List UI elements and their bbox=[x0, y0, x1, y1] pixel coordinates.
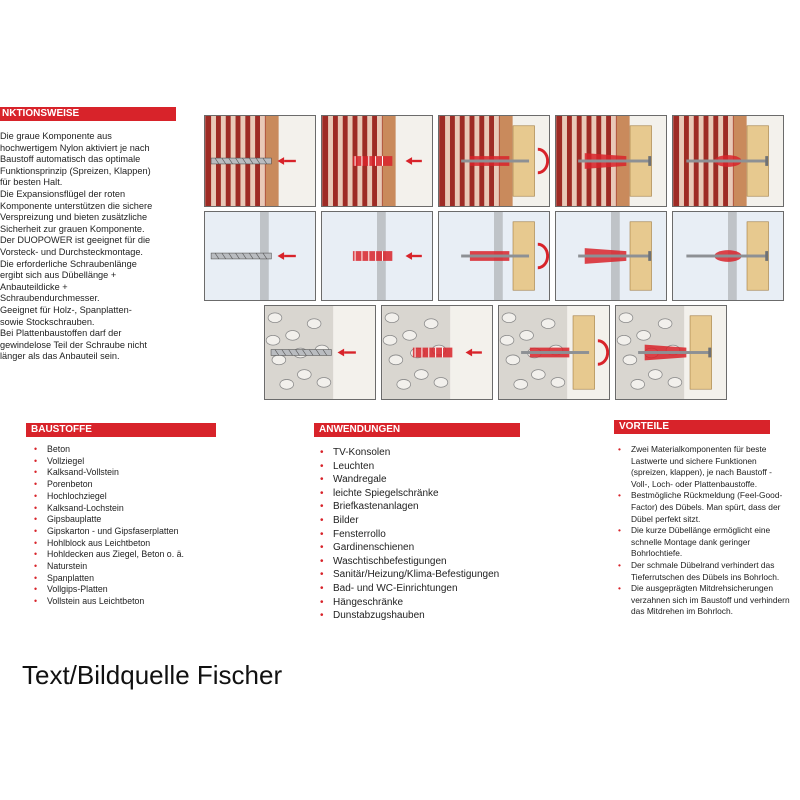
funktionsweise-line: Geeignet für Holz-, Spanplatten- bbox=[0, 304, 132, 315]
baustoffe-item: • Vollziegel bbox=[34, 456, 184, 468]
baustoffe-item: • Vollgips-Platten bbox=[34, 584, 184, 596]
vorteile-item: • Der schmale Dübelrand verhindert das Tieferrutschen des Dübels ins Bohrloch. bbox=[618, 560, 791, 583]
insert-plug-icon bbox=[321, 115, 433, 207]
screw-in-icon bbox=[438, 211, 550, 301]
anwendungen-list bbox=[320, 446, 518, 623]
funktionsweise-line: für besten Halt. bbox=[0, 177, 63, 188]
baustoffe-item: • Naturstein bbox=[34, 561, 184, 573]
anwendungen-item: • leichte Spiegelschränke bbox=[320, 487, 518, 501]
drill-bore-icon bbox=[204, 115, 316, 207]
anwendungen-item: • Sanitär/Heizung/Klima-Befestigungen bbox=[320, 568, 518, 582]
anwendungen-item: • Waschtischbefestigungen bbox=[320, 555, 518, 569]
knotted-plug-icon bbox=[555, 211, 667, 301]
screw-in-icon bbox=[498, 305, 610, 400]
anwendungen-header: ANWENDUNGEN bbox=[314, 423, 520, 437]
drill-bore-icon bbox=[204, 211, 316, 301]
fixed-mount-icon bbox=[672, 115, 784, 207]
baustoffe-header: BAUSTOFFE bbox=[26, 423, 216, 437]
vorteile-header: VORTEILE bbox=[614, 420, 770, 434]
baustoffe-item: • Vollstein aus Leichtbeton bbox=[34, 596, 184, 608]
vorteile-item: • Die ausgeprägten Mitdrehsicherungen verzahnen sich im Baustoff und verhindern das Mitdrehen im Bohrloch. bbox=[618, 583, 791, 618]
funktionsweise-line: Vorsteck- und Durchsteckmontage. bbox=[0, 246, 143, 257]
insert-plug-icon bbox=[381, 305, 493, 400]
vorteile-item: • Bestmögliche Rückmeldung (Feel-Good-Factor) des Dübels. Man spürt, dass der Dübel perfekt sitzt. bbox=[618, 490, 791, 525]
funktionsweise-line: ergibt sich aus Dübellänge + bbox=[0, 270, 117, 281]
funktionsweise-line: gewindelose Teil der Schraube nicht bbox=[0, 339, 147, 350]
anwendungen-item: • Gardinenschienen bbox=[320, 541, 518, 555]
funktionsweise-line: Schraubendurchmesser. bbox=[0, 293, 100, 304]
baustoffe-item: • Hohlblock aus Leichtbeton bbox=[34, 538, 184, 550]
anwendungen-item: • Briefkastenanlagen bbox=[320, 500, 518, 514]
funktionsweise-line: Der DUOPOWER ist geeignet für die bbox=[0, 235, 151, 246]
funktionsweise-line: hochwertigem Nylon aktiviert je nach bbox=[0, 142, 150, 153]
baustoffe-item: • Kalksand-Lochstein bbox=[34, 503, 184, 515]
anwendungen-item: • Bad- und WC-Einrichtungen bbox=[320, 582, 518, 596]
funktionsweise-line: Bei Plattenbaustoffen darf der bbox=[0, 328, 122, 339]
expanded-plug-icon bbox=[615, 305, 727, 400]
insert-plug-icon bbox=[321, 211, 433, 301]
anwendungen-item: • Hängeschränke bbox=[320, 596, 518, 610]
funktionsweise-header: NKTIONSWEISE bbox=[0, 107, 176, 121]
baustoffe-item: • Porenbeton bbox=[34, 479, 184, 491]
funktionsweise-line: Anbauteildicke + bbox=[0, 281, 68, 292]
expanded-plug-icon bbox=[555, 115, 667, 207]
knotted-screw-icon bbox=[672, 211, 784, 301]
funktionsweise-text bbox=[0, 131, 190, 363]
screw-in-icon bbox=[438, 115, 550, 207]
funktionsweise-line: Die graue Komponente aus bbox=[0, 131, 112, 141]
funktionsweise-line: Funktionsprinzip (Spreizen, Klappen) bbox=[0, 165, 151, 176]
vorteile-item: • Zwei Materialkomponenten für beste Lastwerte und sichere Funktionen (spreizen, klappen), je nach Baustoff - Voll-, Loch- oder Plattenbaustoffe. bbox=[618, 444, 791, 490]
baustoffe-item: • Spanplatten bbox=[34, 573, 184, 585]
funktionsweise-line: Verspreizung und bieten zusätzliche bbox=[0, 212, 148, 223]
anwendungen-item: • Wandregale bbox=[320, 473, 518, 487]
baustoffe-item: • Gipskarton - und Gipsfaserplatten bbox=[34, 526, 184, 538]
funktionsweise-line: Die Expansionsflügel der roten bbox=[0, 188, 126, 199]
image-source-caption: Text/Bildquelle Fischer bbox=[22, 660, 283, 690]
vorteile-item: • Die kurze Dübellänge ermöglicht eine schnelle Montage dank geringer Bohrlochtiefe. bbox=[618, 525, 791, 560]
anwendungen-item: • Bilder bbox=[320, 514, 518, 528]
anwendungen-item: • TV-Konsolen bbox=[320, 446, 518, 460]
funktionsweise-line: sowie Stockschrauben. bbox=[0, 316, 95, 327]
funktionsweise-line: Komponente unterstützen die sichere bbox=[0, 200, 153, 211]
funktionsweise-line: Die erforderliche Schraubenlänge bbox=[0, 258, 137, 269]
baustoffe-list bbox=[34, 444, 184, 608]
anwendungen-item: • Leuchten bbox=[320, 460, 518, 474]
vorteile-list bbox=[618, 444, 791, 618]
funktionsweise-line: länger als das Anbauteil sein. bbox=[0, 351, 120, 362]
baustoffe-item: • Hochlochziegel bbox=[34, 491, 184, 503]
baustoffe-item: • Kalksand-Vollstein bbox=[34, 467, 184, 479]
baustoffe-item: • Gipsbauplatte bbox=[34, 514, 184, 526]
drill-bore-icon bbox=[264, 305, 376, 400]
funktionsweise-line: Sicherheit zur grauen Komponente. bbox=[0, 223, 145, 234]
funktionsweise-line: Baustoff automatisch das optimale bbox=[0, 154, 141, 165]
anwendungen-item: • Dunstabzugshauben bbox=[320, 609, 518, 623]
baustoffe-item: • Beton bbox=[34, 444, 184, 456]
anwendungen-item: • Fensterrollo bbox=[320, 528, 518, 542]
baustoffe-item: • Hohldecken aus Ziegel, Beton o. ä. bbox=[34, 549, 184, 561]
